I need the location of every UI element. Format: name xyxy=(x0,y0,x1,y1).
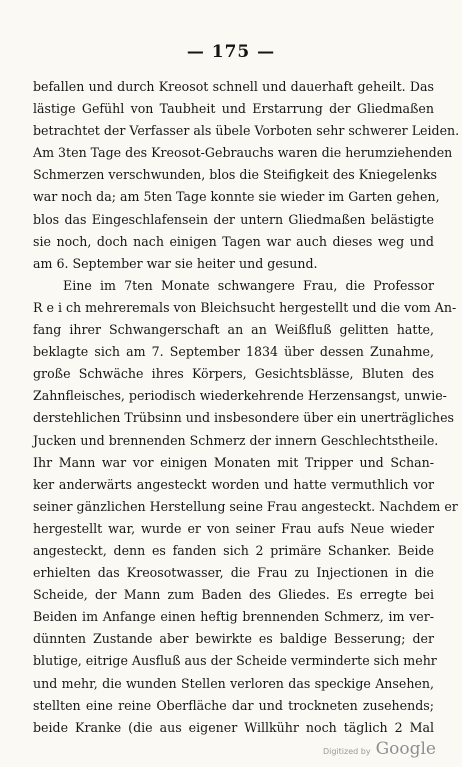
digitized-watermark xyxy=(323,739,436,759)
page-number: — 175 — xyxy=(186,42,276,62)
body-text xyxy=(33,76,460,739)
text-line: Beiden im Anfange einen heftig brennenden Schmerz, im ver- xyxy=(33,609,434,625)
paragraph-start-line: Eine im 7ten Monate schwangere Frau, die Professor xyxy=(63,277,434,293)
text-line: Ihr Mann war vor einigen Monaten mit Tripper und Schan- xyxy=(33,454,434,470)
text-line: sie noch, doch nach einigen Tagen war auch dieses weg und xyxy=(33,233,434,249)
text-line: beide Kranke (die aus eigener Willkühr noch täglich 2 Mal xyxy=(33,719,434,735)
text-line: große Schwäche ihres Körpers, Gesichtsblässe, Bluten des xyxy=(33,366,434,382)
text-line: lästige Gefühl von Taubheit und Erstarrung der Gliedmaßen xyxy=(33,101,434,117)
text-line: und mehr, die wunden Stellen verloren das speckige Ansehen, xyxy=(33,675,434,691)
google-logo: Google xyxy=(375,739,436,759)
text-line: Jucken und brennenden Schmerz der innern Geschlechtstheile. xyxy=(33,432,439,448)
text-line: Zahnfleisches, periodisch wiederkehrende Herzensangst, unwie- xyxy=(33,388,447,404)
text-line: stellten eine reine Oberfläche dar und trockneten zusehends; xyxy=(33,697,434,713)
text-line: derstehlichen Trübsinn und insbesondere über ein unerträgliches xyxy=(33,410,454,426)
text-line: Am 3ten Tage des Kreosot-Gebrauchs waren die herumziehenden xyxy=(33,145,453,161)
text-line: beklagte sich am 7. September 1834 über dessen Zunahme, xyxy=(33,344,434,360)
text-line: betrachtet der Verfasser als übele Vorboten sehr schwerer Leiden. xyxy=(33,123,460,139)
text-line: befallen und durch Kreosot schnell und dauerhaft geheilt. Das xyxy=(33,79,434,94)
text-line: dünnten Zustande aber bewirkte es baldige Besserung; der xyxy=(33,631,434,647)
text-line: R e i ch mehreremals von Bleichsucht hergestellt und die vom An- xyxy=(33,299,457,315)
text-line: angesteckt, denn es fanden sich 2 primäre Schanker. Beide xyxy=(33,542,434,558)
text-line: Schmerzen verschwunden, blos die Steifigkeit des Kniegelenks xyxy=(33,167,437,183)
text-line: hergestellt war, wurde er von seiner Frau aufs Neue wieder xyxy=(33,520,434,536)
text-line: ker anderwärts angesteckt worden und hatte vermuthlich vor xyxy=(33,476,434,492)
digitized-label: Digitized by xyxy=(322,747,371,756)
text-line: fang ihrer Schwangerschaft an an Weißfluß gelitten hatte, xyxy=(33,322,434,338)
text-line: war noch da; am 5ten Tage konnte sie wieder im Garten gehen, xyxy=(33,189,440,205)
text-line-last: am 6. September war sie heiter und gesund. xyxy=(33,255,318,271)
text-line: blos das Eingeschlafensein der untern Gliedmaßen belästigte xyxy=(33,211,434,227)
text-line: Scheide, der Mann zum Baden des Gliedes. Es erregte bei xyxy=(33,587,434,603)
text-line: blutige, eitrige Ausfluß aus der Scheide verminderte sich mehr xyxy=(33,653,437,669)
text-line: seiner gänzlichen Herstellung seine Frau angesteckt. Nachdem er xyxy=(33,498,458,514)
text-line: erhielten das Kreosotwasser, die Frau zu Injectionen in die xyxy=(33,565,434,581)
